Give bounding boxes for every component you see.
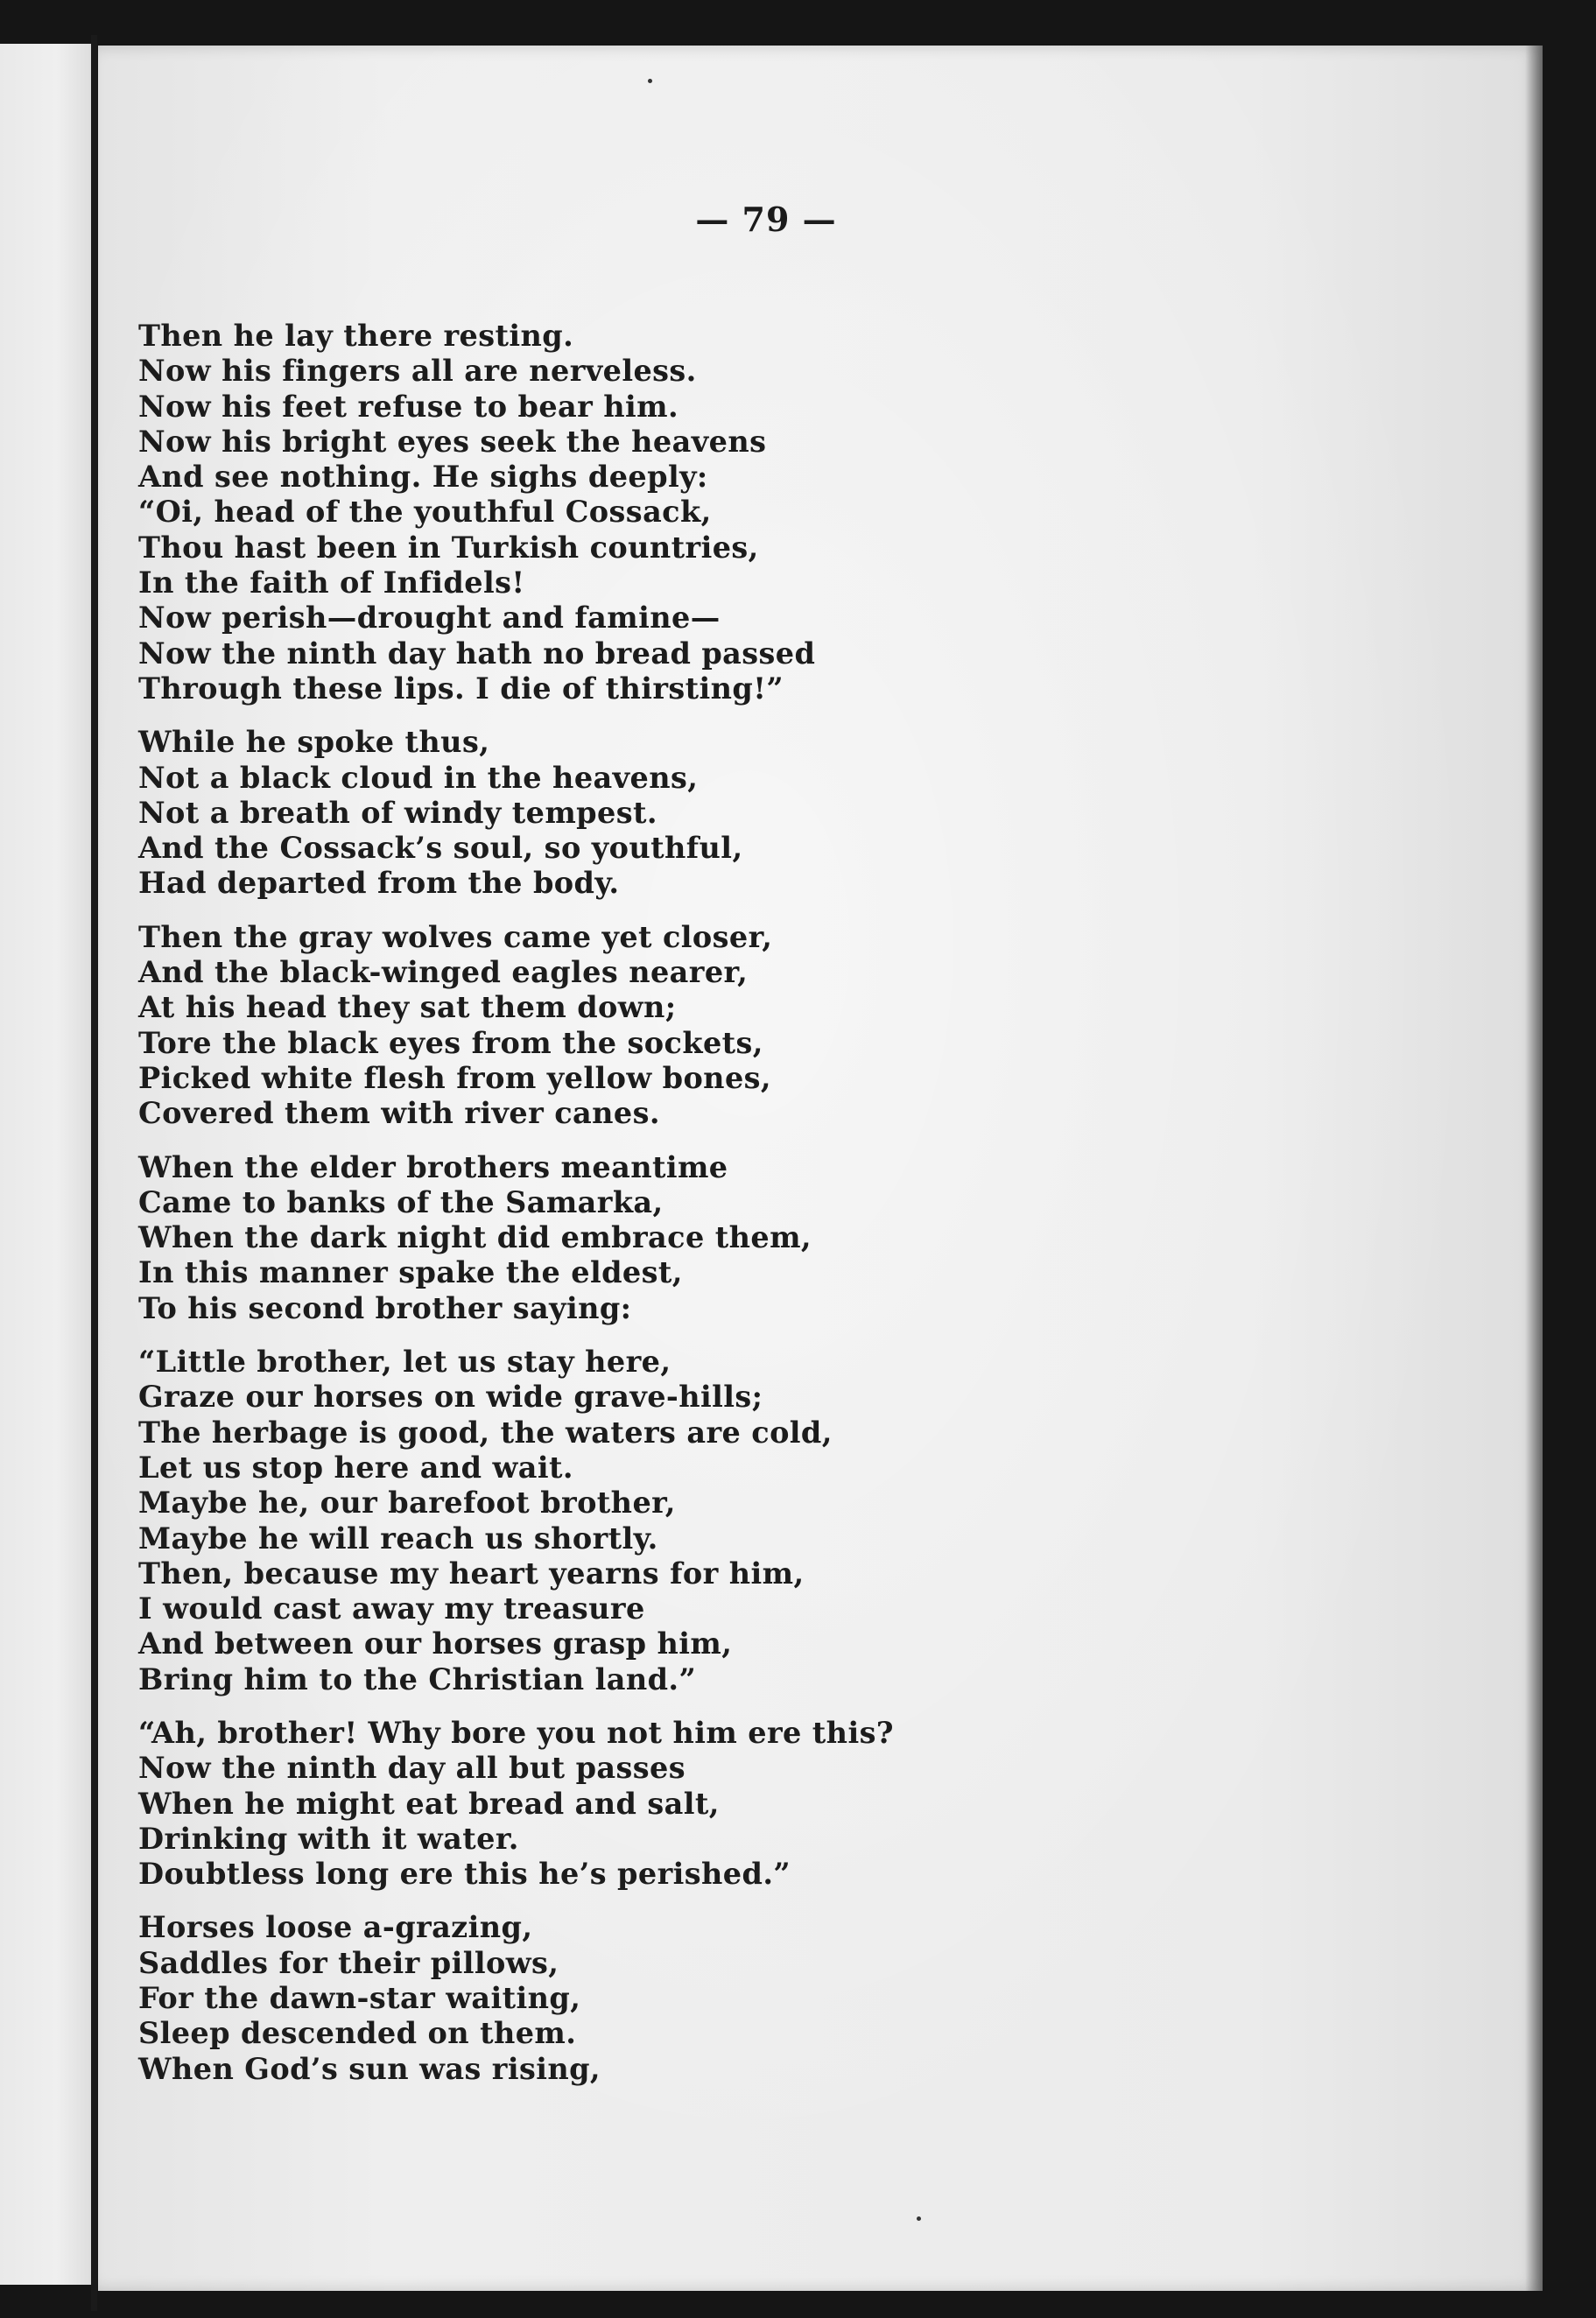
page-number: — 79 —	[695, 200, 837, 239]
stanza	[138, 319, 1014, 706]
poem-line: “Ah, brother! Why bore you not him ere this?	[138, 1715, 894, 1750]
poem-line: In the faith of Infidels!	[138, 565, 525, 601]
poem-line: I would cast away my treasure	[138, 1591, 645, 1626]
poem-line: Now his bright eyes seek the heavens	[138, 424, 767, 459]
stanza	[138, 1910, 1014, 2086]
poem-line: Now the ninth day hath no bread passed	[138, 636, 816, 671]
poem-line: Through these lips. I die of thirsting!”	[138, 671, 784, 706]
facing-page-edge	[0, 44, 95, 2285]
scan-speck	[648, 79, 652, 83]
poem-line: And between our horses grasp him,	[138, 1626, 733, 1661]
stanza	[138, 920, 1014, 1132]
poem-line: Let us stop here and wait.	[138, 1450, 573, 1485]
poem-line: When the elder brothers meantime	[138, 1149, 728, 1184]
poem-line: When he might eat bread and salt,	[138, 1786, 720, 1821]
poem-line: In this manner spake the eldest,	[138, 1255, 683, 1290]
poem-line: Drinking with it water.	[138, 1821, 519, 1856]
poem-line: Maybe he, our barefoot brother,	[138, 1486, 676, 1521]
poem-line: Then the gray wolves came yet closer,	[138, 919, 773, 954]
poem-line: Now perish—drought and famine—	[138, 601, 721, 636]
poem-line: Horses loose a-grazing,	[138, 1910, 533, 1945]
stanza	[138, 725, 1014, 901]
poem-line: Doubtless long ere this he’s perished.”	[138, 1857, 791, 1892]
poem-line: Graze our horses on wide grave-hills;	[138, 1380, 763, 1415]
poem-line: Covered them with river canes.	[138, 1096, 660, 1131]
poem-line: Now the ninth day all but passes	[138, 1751, 686, 1786]
poem-line: While he spoke thus,	[138, 725, 490, 760]
poem-line: At his head they sat them down;	[138, 990, 677, 1025]
page-edge-shadow	[1525, 46, 1543, 2291]
poem-line: Bring him to the Christian land.”	[138, 1661, 697, 1696]
poem-line: And the black-winged eagles nearer,	[138, 955, 749, 990]
stanza	[138, 1345, 1014, 1697]
poem-line: For the dawn-star waiting,	[138, 1981, 581, 2016]
scan-speck	[917, 2216, 921, 2221]
poem-line: Sleep descended on them.	[138, 2016, 577, 2051]
poem-line: And see nothing. He sighs deeply:	[138, 460, 708, 495]
poem-line: And the Cossack’s soul, so youthful,	[138, 831, 743, 866]
poem-text	[138, 319, 1014, 2087]
book-spine	[91, 35, 97, 2311]
poem-line: Saddles for their pillows,	[138, 1945, 559, 1980]
poem-line: When the dark night did embrace them,	[138, 1220, 812, 1255]
poem-line: Tore the black eyes from the sockets,	[138, 1025, 763, 1060]
poem-line: Thou hast been in Turkish countries,	[138, 530, 759, 565]
poem-line: When God’s sun was rising,	[138, 2051, 601, 2086]
poem-line: “Little brother, let us stay here,	[138, 1345, 671, 1380]
stanza	[138, 1716, 1014, 1892]
poem-line: Not a breath of windy tempest.	[138, 795, 657, 830]
poem-line: The herbage is good, the waters are cold,	[138, 1415, 833, 1450]
poem-line: Now his fingers all are nerveless.	[138, 354, 697, 389]
poem-line: Then he lay there resting.	[138, 319, 574, 353]
poem-line: Had departed from the body.	[138, 866, 620, 901]
poem-line: Came to banks of the Samarka,	[138, 1184, 664, 1219]
poem-line: Now his feet refuse to bear him.	[138, 389, 679, 424]
poem-line: Maybe he will reach us shortly.	[138, 1521, 658, 1556]
poem-line: Not a black cloud in the heavens,	[138, 760, 699, 795]
poem-line: To his second brother saying:	[138, 1290, 632, 1325]
poem-line: Then, because my heart yearns for him,	[138, 1556, 805, 1591]
poem-line: “Oi, head of the youthful Cossack,	[138, 495, 712, 530]
poem-line: Picked white flesh from yellow bones,	[138, 1060, 771, 1095]
stanza	[138, 1150, 1014, 1326]
